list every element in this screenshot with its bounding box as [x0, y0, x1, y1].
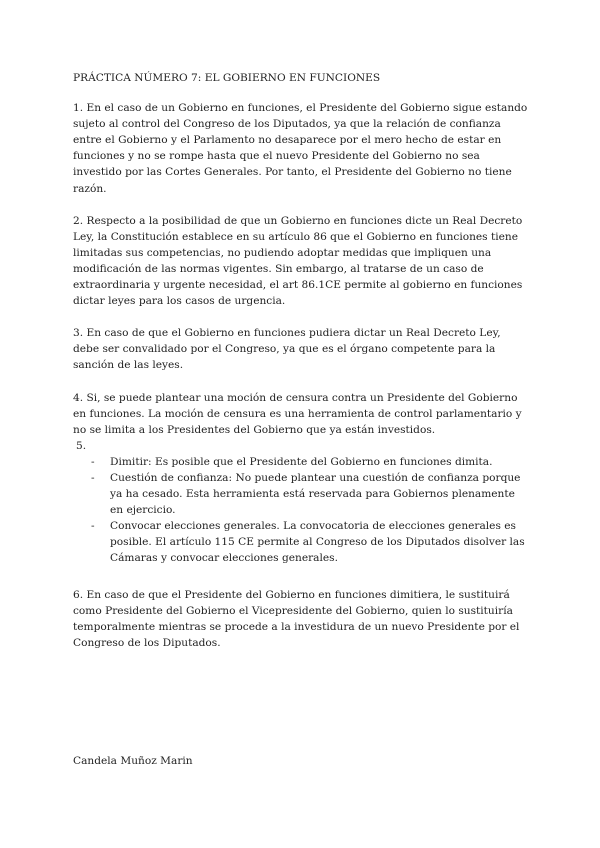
- list-item: [73, 518, 530, 566]
- list-item-text: Convocar elecciones generales. La convocatoria de elecciones generales es posible. El artículo 115 CE permite al Congreso de los Diputados disolver las Cámaras y convocar elecciones generales.: [110, 520, 525, 565]
- point-5-list: [73, 454, 530, 567]
- list-item-text: Dimitir: Es posible que el Presidente del Gobierno en funciones dimita.: [110, 455, 493, 468]
- signature: Candela Muñoz Marin: [73, 754, 193, 767]
- paragraph-4: 4. Si, se puede plantear una moción de censura contra un Presidente del Gobierno en funciones. La moción de censura es una herramienta de control parlamentario y no se limita a los Presidentes del Gobierno que ya están investidos.: [73, 391, 522, 436]
- paragraph-3: 3. En caso de que el Gobierno en funciones pudiera dictar un Real Decreto Ley, debe ser convalidado por el Congreso, ya que es el órgano competente para la sanción de las leyes.: [73, 327, 501, 372]
- dash-bullet: -: [91, 455, 95, 468]
- point-5-number: 5.: [76, 439, 87, 452]
- list-item: [73, 454, 530, 470]
- dash-bullet: -: [91, 520, 95, 533]
- dash-bullet: -: [91, 471, 95, 484]
- list-item: [73, 470, 530, 518]
- paragraph-6: 6. En caso de que el Presidente del Gobierno en funciones dimitiera, le sustituirá como Presidente del Gobierno el Vicepresidente del Gobierno, quien lo sustituiría temporalmente mientras se procede a la investidura de un nuevo Presidente por el Congreso de los Diputados.: [73, 588, 520, 649]
- paragraph-1: 1. En el caso de un Gobierno en funciones, el Presidente del Gobierno sigue estando sujeto al control del Congreso de los Diputados, ya que la relación de confianza entre el Gobierno y el Parlamento no desaparece por el mero hecho de estar en funciones y no se rompe hasta que el nuevo Presidente del Gobierno no sea investido por las Cortes Generales. Por tanto, el Presidente del Gobierno no tiene razón.: [73, 102, 528, 195]
- paragraph-2: 2. Respecto a la posibilidad de que un Gobierno en funciones dicte un Real Decreto Ley, la Constitución establece en su artículo 86 que el Gobierno en funciones tiene limitadas sus competencias, no pudiendo adoptar medidas que impliquen una modificación de las normas vigentes. Sin embargo, al tratarse de un caso de extraordinaria y urgente necesidad, el art 86.1CE permite al gobierno en funciones dictar leyes para los casos de urgencia.: [73, 214, 523, 308]
- list-item-text: Cuestión de confianza: No puede plantear una cuestión de confianza porque ya ha cesado. Esta herramienta está reservada para Gobiernos plenamente en ejercicio.: [110, 471, 521, 517]
- document-title: PRÁCTICA NÚMERO 7: EL GOBIERNO EN FUNCIONES: [73, 72, 381, 84]
